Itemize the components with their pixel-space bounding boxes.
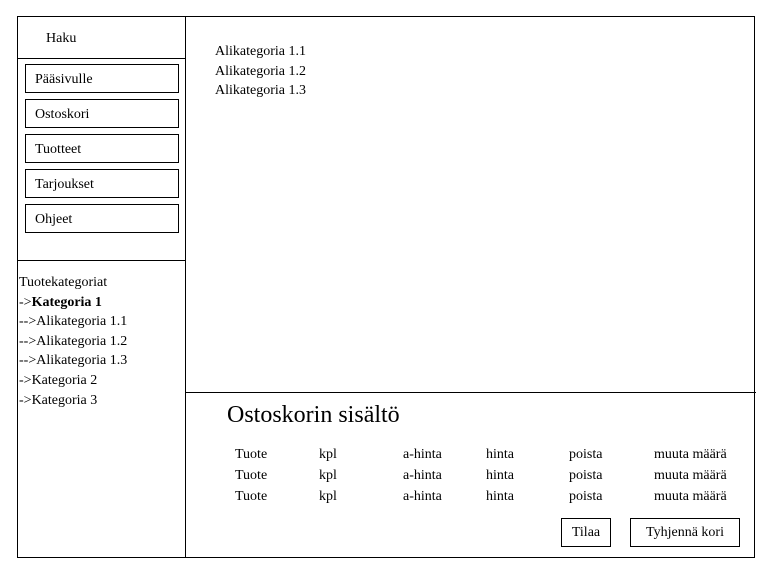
nav-button-home[interactable]: Pääsivulle	[25, 64, 179, 93]
subcategory-list	[215, 42, 306, 101]
cart-product: Tuote	[235, 468, 268, 483]
sidebar-divider	[18, 58, 186, 59]
subcategory-item-1-2[interactable]: -->Alikategoria 1.2	[19, 333, 128, 349]
cart-unit-price: a-hinta	[403, 447, 442, 462]
cart-unit-price: a-hinta	[403, 468, 442, 483]
cart-price: hinta	[486, 489, 514, 504]
nav-button-cart[interactable]: Ostoskori	[25, 99, 179, 128]
category-item-1[interactable]: ->Kategoria 1	[19, 294, 102, 310]
cart-qty: kpl	[319, 489, 337, 504]
subcategory-link-1-1[interactable]: Alikategoria 1.1	[215, 44, 306, 59]
cart-remove-link[interactable]: poista	[569, 489, 603, 504]
cart-price: hinta	[486, 468, 514, 483]
nav-button-help[interactable]: Ohjeet	[25, 204, 179, 233]
cart-qty: kpl	[319, 468, 337, 483]
cart-change-qty-link[interactable]: muuta määrä	[654, 447, 727, 462]
order-button[interactable]: Tilaa	[561, 518, 611, 547]
subcategory-link-1-3[interactable]: Alikategoria 1.3	[215, 83, 306, 98]
sidebar-divider	[18, 260, 186, 261]
cart-divider	[186, 392, 756, 393]
nav-button-products[interactable]: Tuotteet	[25, 134, 179, 163]
search-link[interactable]: Haku	[46, 31, 77, 46]
subcategory-item-1-1[interactable]: -->Alikategoria 1.1	[19, 314, 128, 330]
cart-title: Ostoskorin sisältö	[227, 402, 400, 428]
category-item-3[interactable]: ->Kategoria 3	[19, 392, 98, 408]
empty-cart-button[interactable]: Tyhjennä kori	[630, 518, 740, 547]
page-frame	[17, 16, 755, 558]
cart-remove-link[interactable]: poista	[569, 447, 603, 462]
cart-row	[18, 489, 756, 509]
cart-change-qty-link[interactable]: muuta määrä	[654, 489, 727, 504]
cart-product: Tuote	[235, 489, 268, 504]
nav-button-offers[interactable]: Tarjoukset	[25, 169, 179, 198]
cart-unit-price: a-hinta	[403, 489, 442, 504]
subcategory-link-1-2[interactable]: Alikategoria 1.2	[215, 63, 306, 79]
subcategory-item-1-3[interactable]: -->Alikategoria 1.3	[19, 353, 128, 369]
category-tree	[19, 273, 127, 410]
cart-qty: kpl	[319, 447, 337, 462]
cart-remove-link[interactable]: poista	[569, 468, 603, 483]
cart-change-qty-link[interactable]: muuta määrä	[654, 468, 727, 483]
cart-product: Tuote	[235, 447, 268, 462]
category-heading: Tuotekategoriat	[19, 275, 108, 290]
cart-price: hinta	[486, 447, 514, 462]
cart-row	[18, 468, 756, 488]
category-item-2[interactable]: ->Kategoria 2	[19, 372, 98, 388]
cart-row	[18, 447, 756, 467]
